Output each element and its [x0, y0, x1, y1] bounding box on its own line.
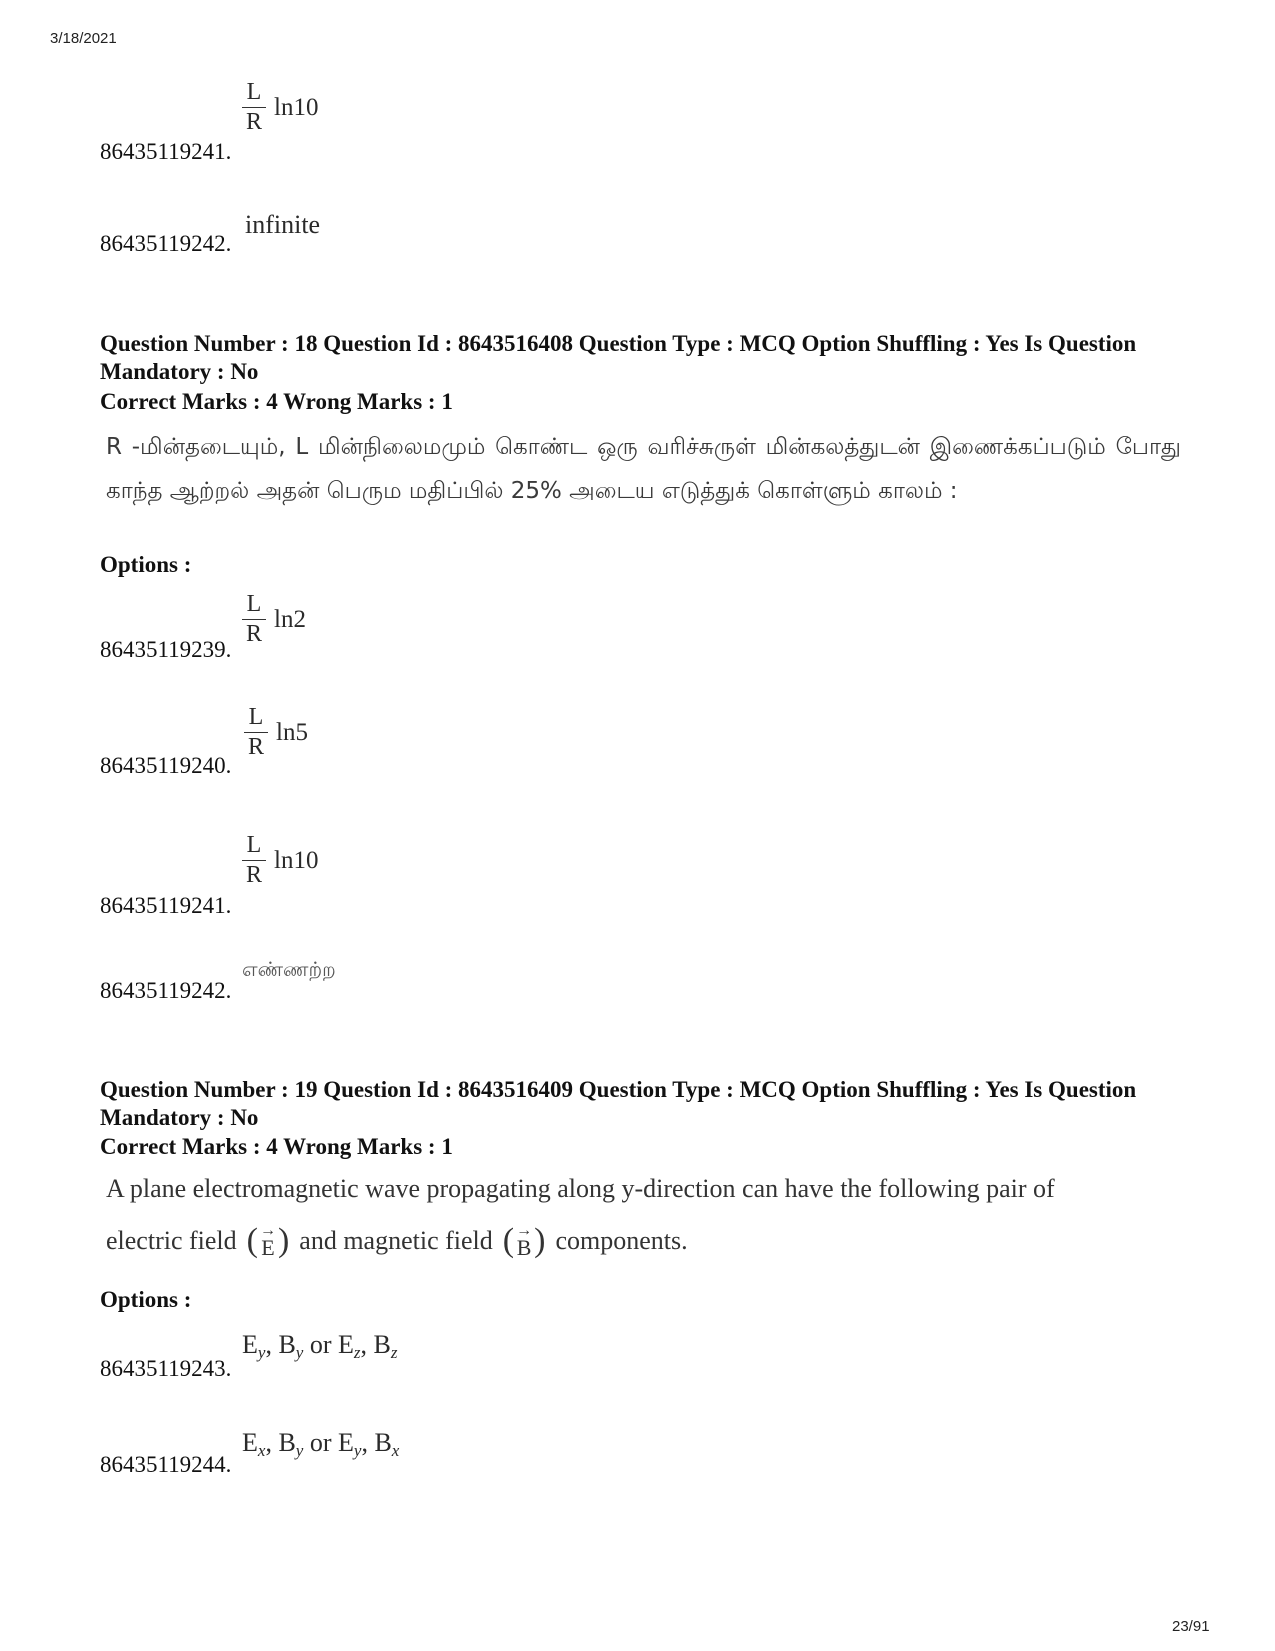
question-18-header: Question Number : 18 Question Id : 8643516408 Question Type : MCQ Option Shuffling : Yes Is Question Mandatory : No: [100, 331, 1137, 384]
or-word: or: [309, 1330, 332, 1359]
option-number: 86435119242.: [100, 231, 232, 256]
text-electric-field: electric field: [106, 1226, 237, 1255]
subscript: y: [257, 1343, 266, 1362]
subscript: z: [390, 1343, 398, 1362]
option-formula: $E_y$, $B_y$ or $E_z$, $B_z$: [242, 1330, 398, 1362]
fraction-numerator: L: [246, 591, 262, 617]
option-number: 86435119244.: [100, 1452, 232, 1477]
question-19-header: Question Number : 19 Question Id : 8643516409 Question Type : MCQ Option Shuffling : Yes Is Question Mandatory : No: [100, 1077, 1137, 1130]
symbol: B: [373, 1330, 391, 1359]
option-number: 86435119243.: [100, 1356, 232, 1381]
options-label: Options :: [100, 1287, 192, 1312]
option-fraction: [242, 833, 318, 888]
subscript: x: [257, 1441, 266, 1460]
option-number: 86435119241.: [100, 893, 232, 918]
vector-b: ( → B ): [502, 1221, 546, 1261]
fraction-denominator: R: [245, 109, 262, 136]
subscript: x: [391, 1441, 400, 1460]
text-components: components.: [555, 1226, 688, 1255]
fraction-l-over-r: [242, 833, 266, 888]
arrow-icon: →: [516, 1221, 533, 1239]
or-word: or: [309, 1428, 332, 1457]
fraction-denominator: R: [245, 621, 262, 648]
option-text: எண்ணற்ற: [242, 957, 336, 981]
fraction-denominator: R: [247, 734, 264, 761]
fraction-bar: [242, 860, 266, 861]
subscript: y: [353, 1441, 362, 1460]
fraction-bar: [242, 107, 266, 108]
symbol: B: [278, 1428, 296, 1457]
option-number: 86435119242.: [100, 978, 232, 1003]
fraction-numerator: L: [246, 832, 262, 858]
arrow-icon: →: [259, 1221, 276, 1239]
option-fraction: [242, 592, 306, 647]
option-number: 86435119240.: [100, 753, 232, 778]
fraction-l-over-r: [244, 705, 268, 760]
symbol: B: [278, 1330, 296, 1359]
question-19-marks: Correct Marks : 4 Wrong Marks : 1: [100, 1134, 453, 1159]
symbol: E: [242, 1330, 258, 1359]
subscript: z: [353, 1343, 361, 1362]
options-label: Options :: [100, 552, 192, 577]
question-18-marks: Correct Marks : 4 Wrong Marks : 1: [100, 389, 453, 414]
fraction-bar: [244, 732, 268, 733]
subscript: y: [295, 1441, 304, 1460]
text-magnetic-field: and magnetic field: [299, 1226, 493, 1255]
fraction-numerator: L: [246, 79, 262, 105]
option-text: infinite: [245, 210, 321, 239]
option-fraction: [244, 705, 308, 760]
vector-e-letter: E: [261, 1235, 275, 1261]
symbol: E: [338, 1330, 354, 1359]
option-number: 86435119239.: [100, 637, 232, 662]
option-function: ln5: [276, 718, 308, 746]
question-18-text: R -மின்தடையும், L மின்நிலைமமும் கொண்ட ஒரு வரிச்சுருள் மின்கலத்துடன் இணைக்கப்படும் போது காந்த ஆற்றல் அதன் பெரும மதிப்பில் 25% அடைய எடுத்துக் கொள்ளும் காலம் :: [106, 434, 1181, 504]
option-fraction: [242, 80, 318, 135]
question-19-text-line2: [106, 1222, 1181, 1260]
vector-b-letter: B: [516, 1235, 532, 1261]
fraction-bar: [242, 619, 266, 620]
option-formula: $E_x$, $B_y$ or $E_y$, $B_x$: [242, 1428, 400, 1460]
fraction-l-over-r: [242, 80, 266, 135]
subscript: y: [295, 1343, 304, 1362]
symbol: E: [338, 1428, 354, 1457]
option-number: 86435119241.: [100, 139, 232, 164]
print-date: 3/18/2021: [50, 30, 117, 47]
question-19-text-line1: A plane electromagnetic wave propagating along y-direction can have the following pair of: [106, 1174, 1055, 1203]
symbol: E: [242, 1428, 258, 1457]
fraction-l-over-r: [242, 592, 266, 647]
fraction-numerator: L: [248, 704, 264, 730]
page-number: 23/91: [1172, 1618, 1210, 1635]
option-function: ln2: [274, 605, 306, 633]
fraction-denominator: R: [245, 862, 262, 889]
option-function: ln10: [274, 93, 319, 121]
vector-e: ( → E ): [246, 1221, 290, 1261]
symbol: B: [374, 1428, 392, 1457]
option-function: ln10: [274, 846, 319, 874]
